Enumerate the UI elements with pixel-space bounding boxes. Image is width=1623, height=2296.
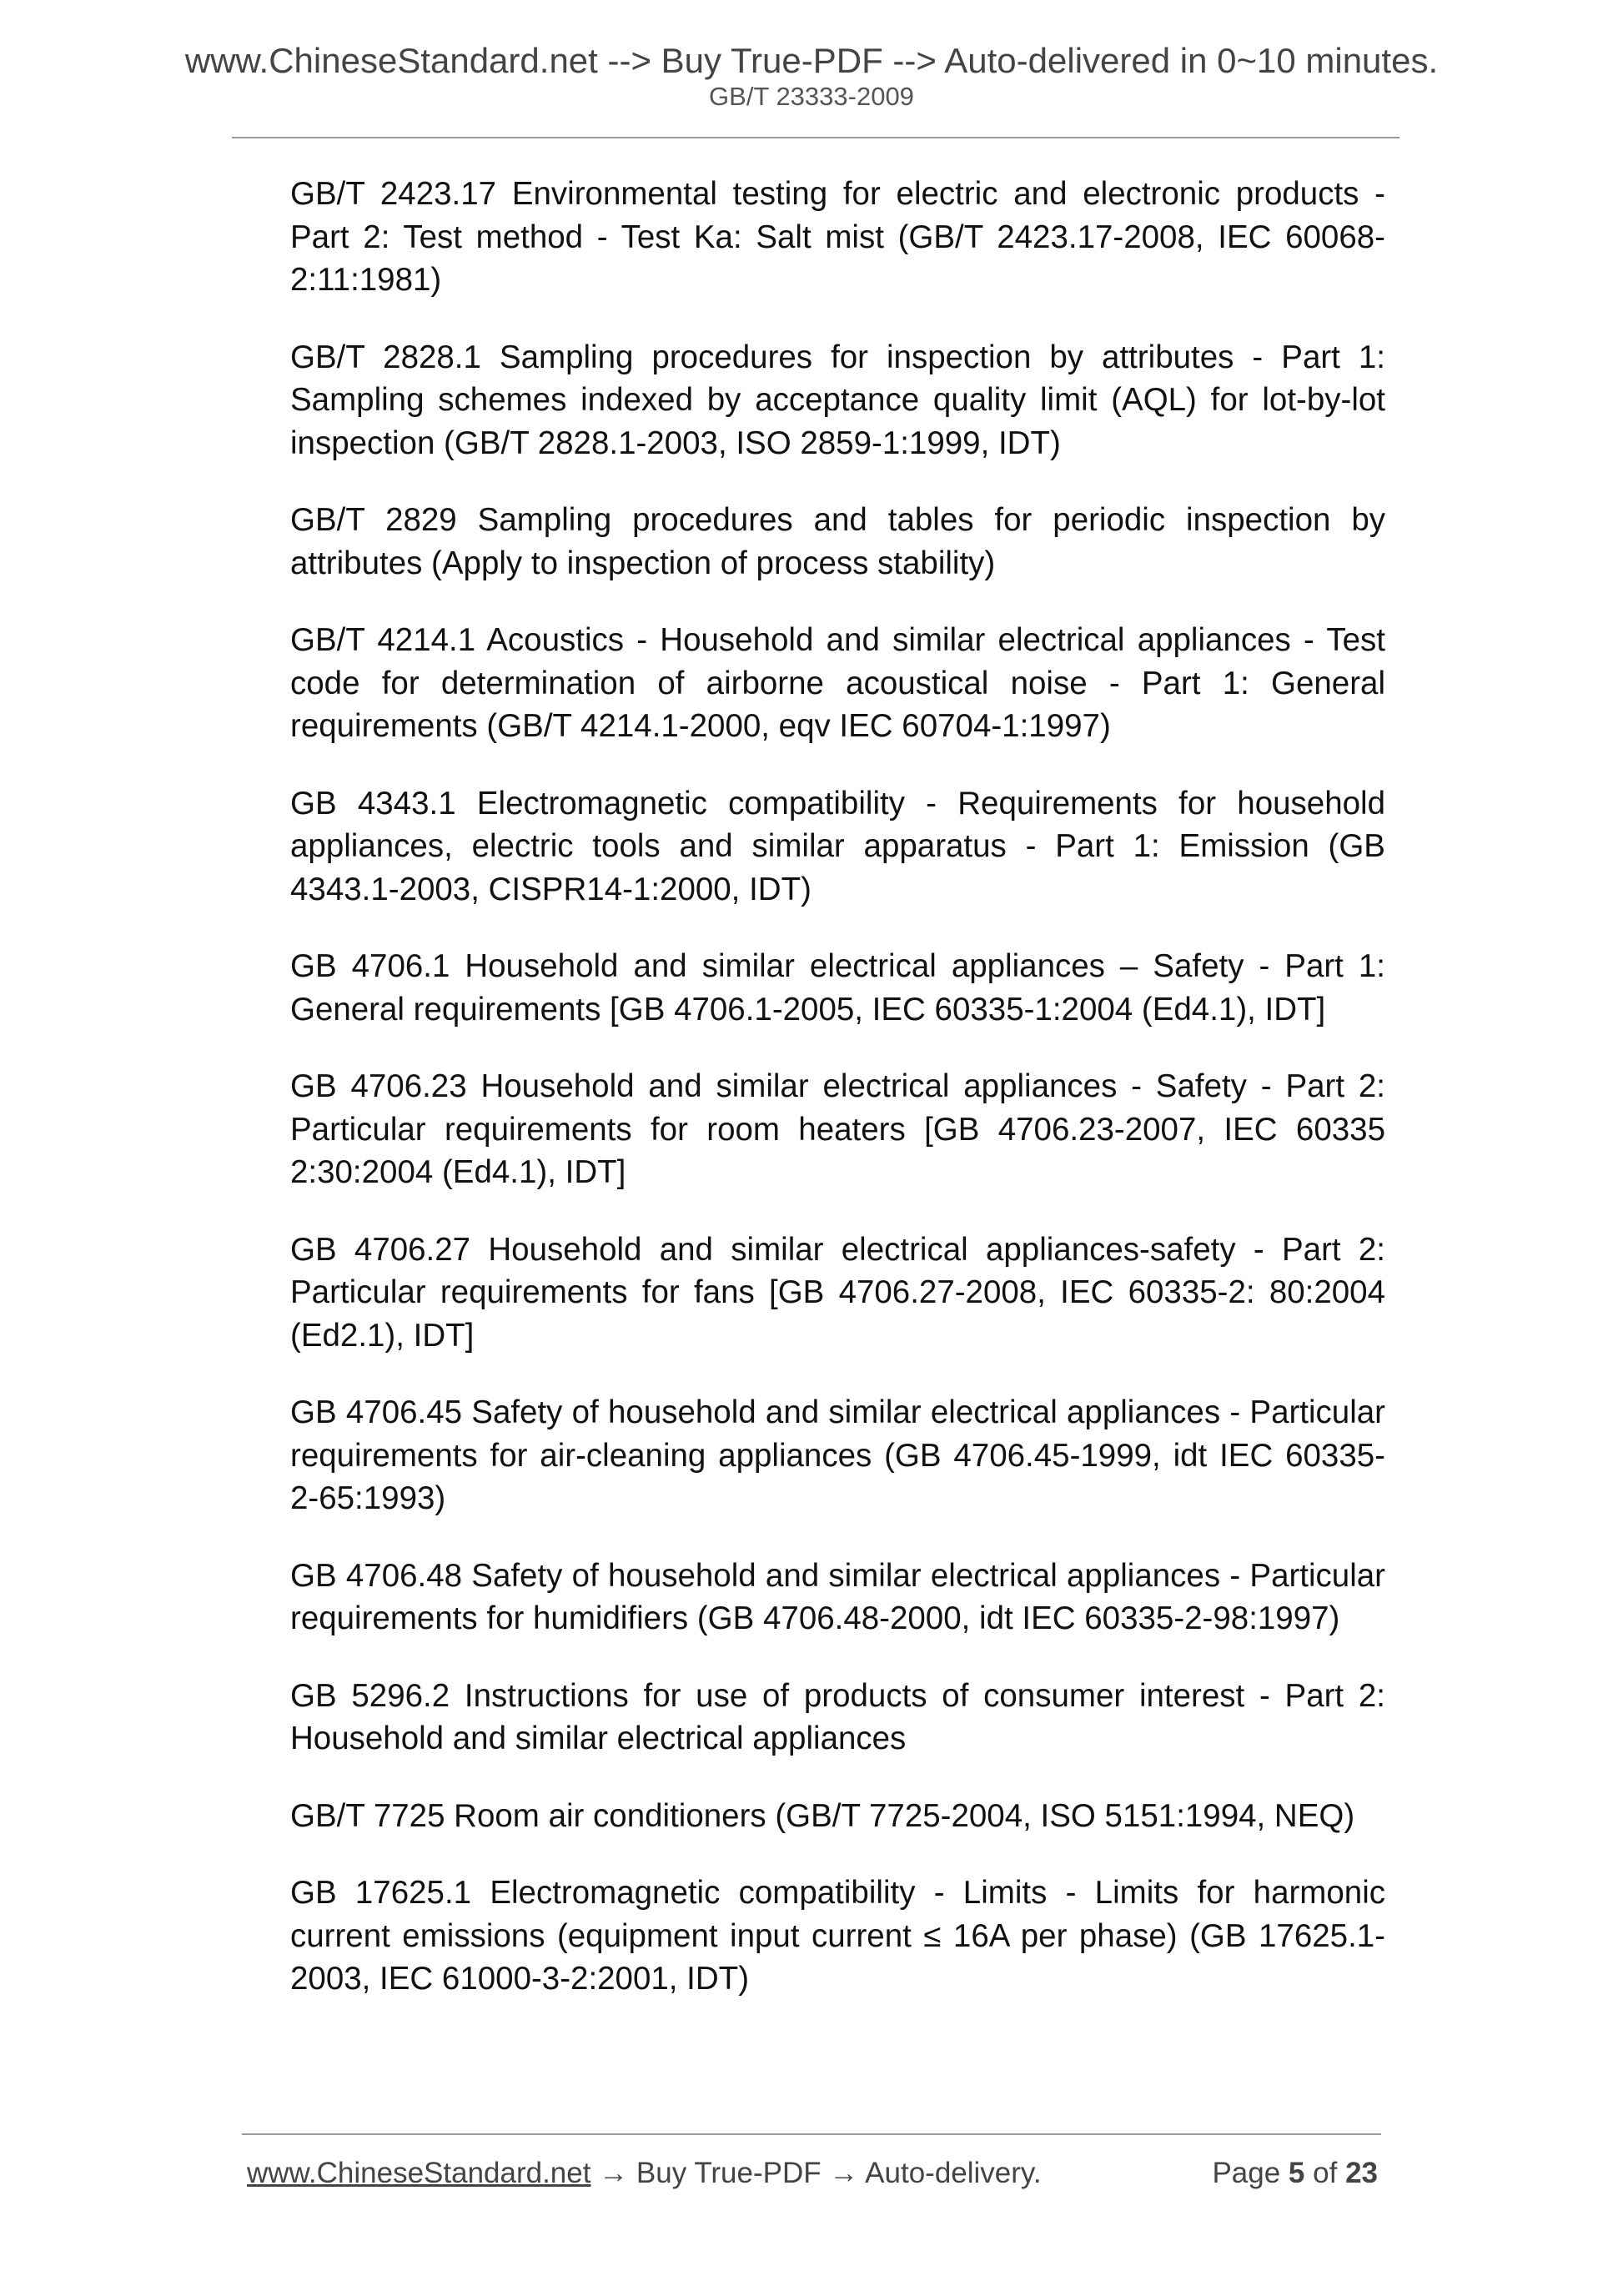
current-page-number: 5 [1288, 2157, 1305, 2189]
reference-item: GB/T 4214.1 Acoustics - Household and similar electrical appliances - Test code for determination of airborne acoustical noise - Part 1: General requirements (GB/T 4214.1-2000, eqv IEC 60704-1:1997) [290, 622, 1385, 744]
of-label: of [1313, 2157, 1338, 2189]
standard-code: GB/T 23333-2009 [709, 82, 914, 111]
reference-item: GB 4706.23 Household and similar electrical appliances - Safety - Part 2: Particular requirements for room heaters [GB 4706.23-2007, IEC 60335 2:30:2004 (Ed4.1), IDT] [290, 1068, 1385, 1190]
footer-promo [247, 2155, 1042, 2192]
reference-item: GB 4706.27 Household and similar electrical appliances-safety - Part 2: Particular requirements for fans [GB 4706.27-2008, IEC 60335-2: 80:2004 (Ed2.1), IDT] [290, 1231, 1385, 1354]
site-link[interactable]: www.ChineseStandard.net [247, 2157, 591, 2189]
reference-item: GB 4343.1 Electromagnetic compatibility - Requirements for household appliances, electric tools and similar apparatus - Part 1: Emission (GB 4343.1-2003, CISPR14-1:2000, IDT) [290, 785, 1385, 907]
total-page-count: 23 [1345, 2157, 1378, 2189]
reference-item: GB 4706.45 Safety of household and similar electrical appliances - Particular requirements for air-cleaning appliances (GB 4706.45-1999, idt IEC 60335-2-65:1993) [290, 1394, 1385, 1516]
site-banner: www.ChineseStandard.net --> Buy True-PDF --> Auto-delivered in 0~10 minutes. [184, 41, 1439, 80]
page-indicator [1212, 2155, 1378, 2192]
page-label: Page [1212, 2157, 1281, 2189]
reference-item: GB 17625.1 Electromagnetic compatibility - Limits - Limits for harmonic current emissions (equipment input current ≤ 16A per phase) (GB 17625.1-2003, IEC 61000-3-2:2001, IDT) [290, 1875, 1385, 1997]
normative-references-list [290, 173, 1385, 2035]
reference-item: GB/T 2829 Sampling procedures and tables for periodic inspection by attributes (Apply to inspection of process stability) [290, 502, 1385, 581]
reference-item: GB/T 2828.1 Sampling procedures for inspection by attributes - Part 1: Sampling schemes indexed by acceptance quality limit (AQL) for lot-by-lot inspection (GB/T 2828.1-2003, ISO 2859-1:1999, IDT) [290, 339, 1385, 461]
footer-tagline: → Buy True-PDF → Auto-delivery. [590, 2157, 1042, 2189]
reference-item: GB/T 7725 Room air conditioners (GB/T 7725-2004, ISO 5151:1994, NEQ) [290, 1797, 1355, 1834]
footer-divider [242, 2133, 1381, 2135]
reference-item: GB 4706.1 Household and similar electrical appliances – Safety - Part 1: General requirements [GB 4706.1-2005, IEC 60335-1:2004 (Ed4.1), IDT] [290, 948, 1385, 1027]
header-divider [232, 137, 1399, 138]
reference-item: GB 5296.2 Instructions for use of products of consumer interest - Part 2: Household and similar electrical appliances [290, 1677, 1385, 1756]
reference-item: GB/T 2423.17 Environmental testing for electric and electronic products - Part 2: Test method - Test Ka: Salt mist (GB/T 2423.17-2008, IEC 60068-2:11:1981) [290, 176, 1385, 298]
reference-item: GB 4706.48 Safety of household and similar electrical appliances - Particular requirements for humidifiers (GB 4706.48-2000, idt IEC 60335-2-98:1997) [290, 1557, 1385, 1636]
